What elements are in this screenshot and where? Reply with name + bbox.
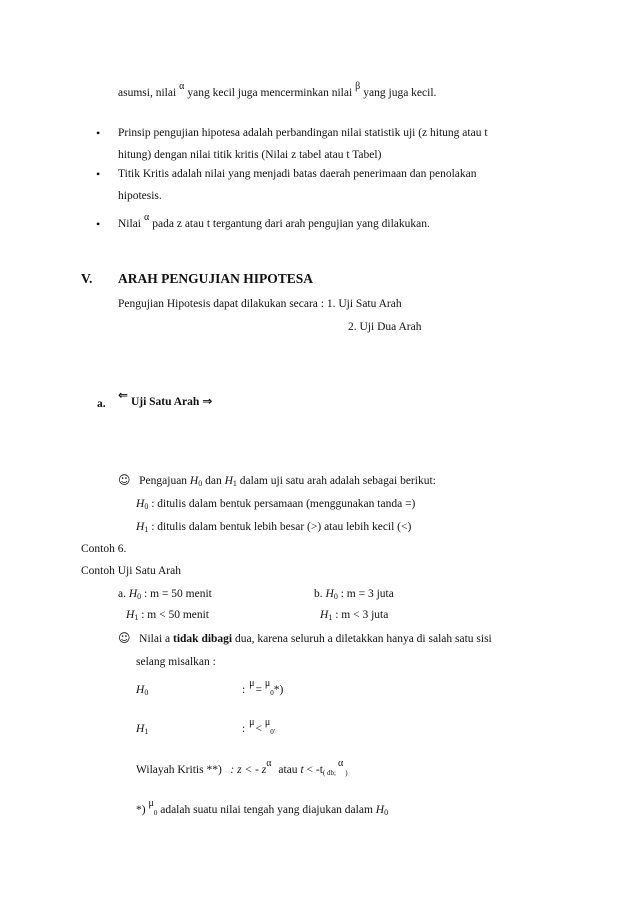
h0-sub: 0: [333, 592, 338, 601]
nilai-line-2: selang misalkan :: [136, 656, 216, 668]
h0-sub: 0: [384, 808, 389, 817]
pengajuan-line: [118, 473, 436, 489]
h1-symbol: H: [136, 723, 145, 735]
h0-symbol: H: [136, 498, 145, 510]
wk-t2: < -t: [306, 764, 323, 776]
bullet3-text-a: Nilai: [118, 218, 141, 230]
wk-db: ( db;: [322, 769, 336, 777]
smiley-icon: ☺: [118, 631, 131, 645]
h1-sub: 1: [328, 613, 333, 622]
sub-a-heading: [118, 388, 213, 409]
formula-h1-label: [136, 722, 148, 737]
h0-symbol: H: [325, 588, 334, 600]
nilai-line: [118, 631, 492, 646]
asumsi-text-a: asumsi, nilai: [118, 87, 177, 99]
contoh-title: Contoh Uji Satu Arah: [81, 565, 181, 577]
sub-a-title: Uji Satu Arah: [130, 396, 200, 408]
less-sign: <: [255, 723, 262, 735]
mu-symbol: μ: [148, 798, 154, 809]
mu-sub: 0: [270, 728, 274, 736]
bullet-icon: •: [96, 126, 101, 140]
wk-label: Wilayah Kritis **): [136, 764, 222, 776]
contoh-b-h0-text: : m = 3 juta: [340, 588, 394, 600]
bullet3-text-b: pada z atau t tergantung dari arah pengujian yang dilakukan.: [152, 218, 430, 230]
h1-symbol: H: [126, 609, 135, 621]
nilai-a: Nilai a: [139, 633, 171, 645]
footnote-line: [136, 798, 389, 818]
bullet-icon: •: [96, 167, 101, 181]
h0-suffix: *): [273, 684, 284, 696]
mu-symbol: μ: [264, 678, 271, 689]
bullet2-line1: Titik Kritis adalah nilai yang menjadi batas daerah penerimaan dan penolakan: [118, 168, 477, 180]
contoh-a-prefix: a.: [118, 588, 126, 600]
formula-h1: [242, 717, 275, 737]
wk-z: : z < - z: [230, 764, 267, 776]
h0-symbol: H: [375, 804, 385, 816]
contoh-a-h1: [126, 608, 209, 623]
h0-symbol: H: [136, 684, 145, 696]
mu-symbol: μ: [249, 717, 255, 728]
h0-sub: 0: [144, 688, 149, 697]
formula-h0-label: [136, 683, 148, 698]
h1-sub: 1: [134, 613, 139, 622]
wilayah-kritis-line: [136, 758, 348, 778]
asumsi-text-b: yang kecil juga mencerminkan nilai: [187, 87, 353, 99]
bullet1-line2: hitung) dengan nilai titik kritis (Nilai z tabel atau t Tabel): [118, 149, 382, 161]
bullet1-line1: Prinsip pengujian hipotesa adalah perbandingan nilai statistik uji (z hitung atau t: [118, 127, 488, 139]
contoh-a-h1-text: : m < 50 menit: [141, 609, 210, 621]
mu-symbol: μ: [249, 678, 255, 689]
alpha-symbol: α: [144, 212, 150, 223]
bullet2-line2: hipotesis.: [118, 190, 162, 202]
asumsi-line: [118, 81, 437, 101]
wk-atau: atau: [278, 764, 298, 776]
h1-sub: 1: [144, 525, 149, 534]
h1-symbol: H: [320, 609, 329, 621]
footnote-text: adalah suatu nilai tengah yang diajukan dalam: [160, 804, 373, 816]
section-intro: Pengujian Hipotesis dapat dilakukan secara : 1. Uji Satu Arah: [118, 298, 402, 310]
h1-sub: 1: [232, 479, 237, 488]
wk-close: ): [345, 769, 348, 777]
smiley-icon: ☺: [118, 473, 131, 487]
bullet-icon: •: [96, 217, 101, 231]
wk-t: t: [300, 764, 304, 776]
h0-symbol: H: [128, 588, 138, 600]
h1-description: [136, 520, 411, 535]
alpha-symbol: α: [179, 81, 185, 92]
beta-symbol: β: [355, 81, 361, 92]
h0-description: [136, 497, 415, 512]
nilai-bold: tidak dibagi: [173, 633, 233, 645]
h1-desc-text: : ditulis dalam bentuk lebih besar (>) atau lebih kecil (<): [151, 521, 412, 533]
contoh-label: Contoh 6.: [81, 543, 127, 555]
h1-suffix: ': [273, 728, 275, 736]
h1-symbol: H: [136, 521, 145, 533]
formula-colon: :: [242, 723, 246, 735]
h0-sub: 0: [198, 479, 203, 488]
mu-symbol: μ: [264, 717, 271, 728]
pengajuan-rest: dalam uji satu arah adalah sebagai berikut:: [239, 475, 436, 487]
nilai-b: dua, karena seluruh a diletakkan hanya di salah satu sisi: [235, 633, 492, 645]
pengajuan-a: Pengajuan: [139, 475, 188, 487]
section-title: ARAH PENGUJIAN HIPOTESA: [118, 271, 314, 286]
alpha-symbol: α: [266, 758, 272, 769]
contoh-b-h1-text: : m < 3 juta: [335, 609, 389, 621]
bullet3-line: [118, 212, 430, 232]
pengajuan-dan: dan: [205, 475, 222, 487]
mu-sub: 0: [153, 809, 158, 817]
mu-sub: 0: [270, 689, 274, 697]
equals-sign: =: [255, 684, 262, 696]
formula-colon: :: [242, 684, 246, 696]
contoh-b-h1: [320, 608, 388, 623]
section-intro-2: 2. Uji Dua Arah: [348, 321, 422, 333]
formula-h0: [242, 678, 284, 698]
alpha-symbol: α: [337, 758, 344, 769]
contoh-b-prefix: b.: [314, 588, 323, 600]
footnote-star: *): [136, 804, 146, 816]
contoh-a-h0-text: : m = 50 menit: [144, 588, 212, 600]
h0-sub: 0: [137, 592, 142, 601]
h0-desc-text: : ditulis dalam bentuk persamaan (menggunakan tanda =): [151, 498, 416, 510]
arrow-left-icon: ⇐: [118, 388, 129, 402]
contoh-b-h0: [314, 587, 394, 602]
asumsi-text-c: yang juga kecil.: [363, 87, 437, 99]
h0-sub: 0: [144, 502, 149, 511]
arrow-right-icon: ⇒: [202, 394, 213, 408]
h1-sub: 1: [144, 727, 149, 736]
section-number: V.: [81, 271, 93, 286]
h0-symbol: H: [189, 475, 199, 487]
contoh-a-h0: [118, 587, 212, 602]
h1-symbol: H: [224, 475, 233, 487]
sub-a-label: a.: [97, 398, 106, 410]
